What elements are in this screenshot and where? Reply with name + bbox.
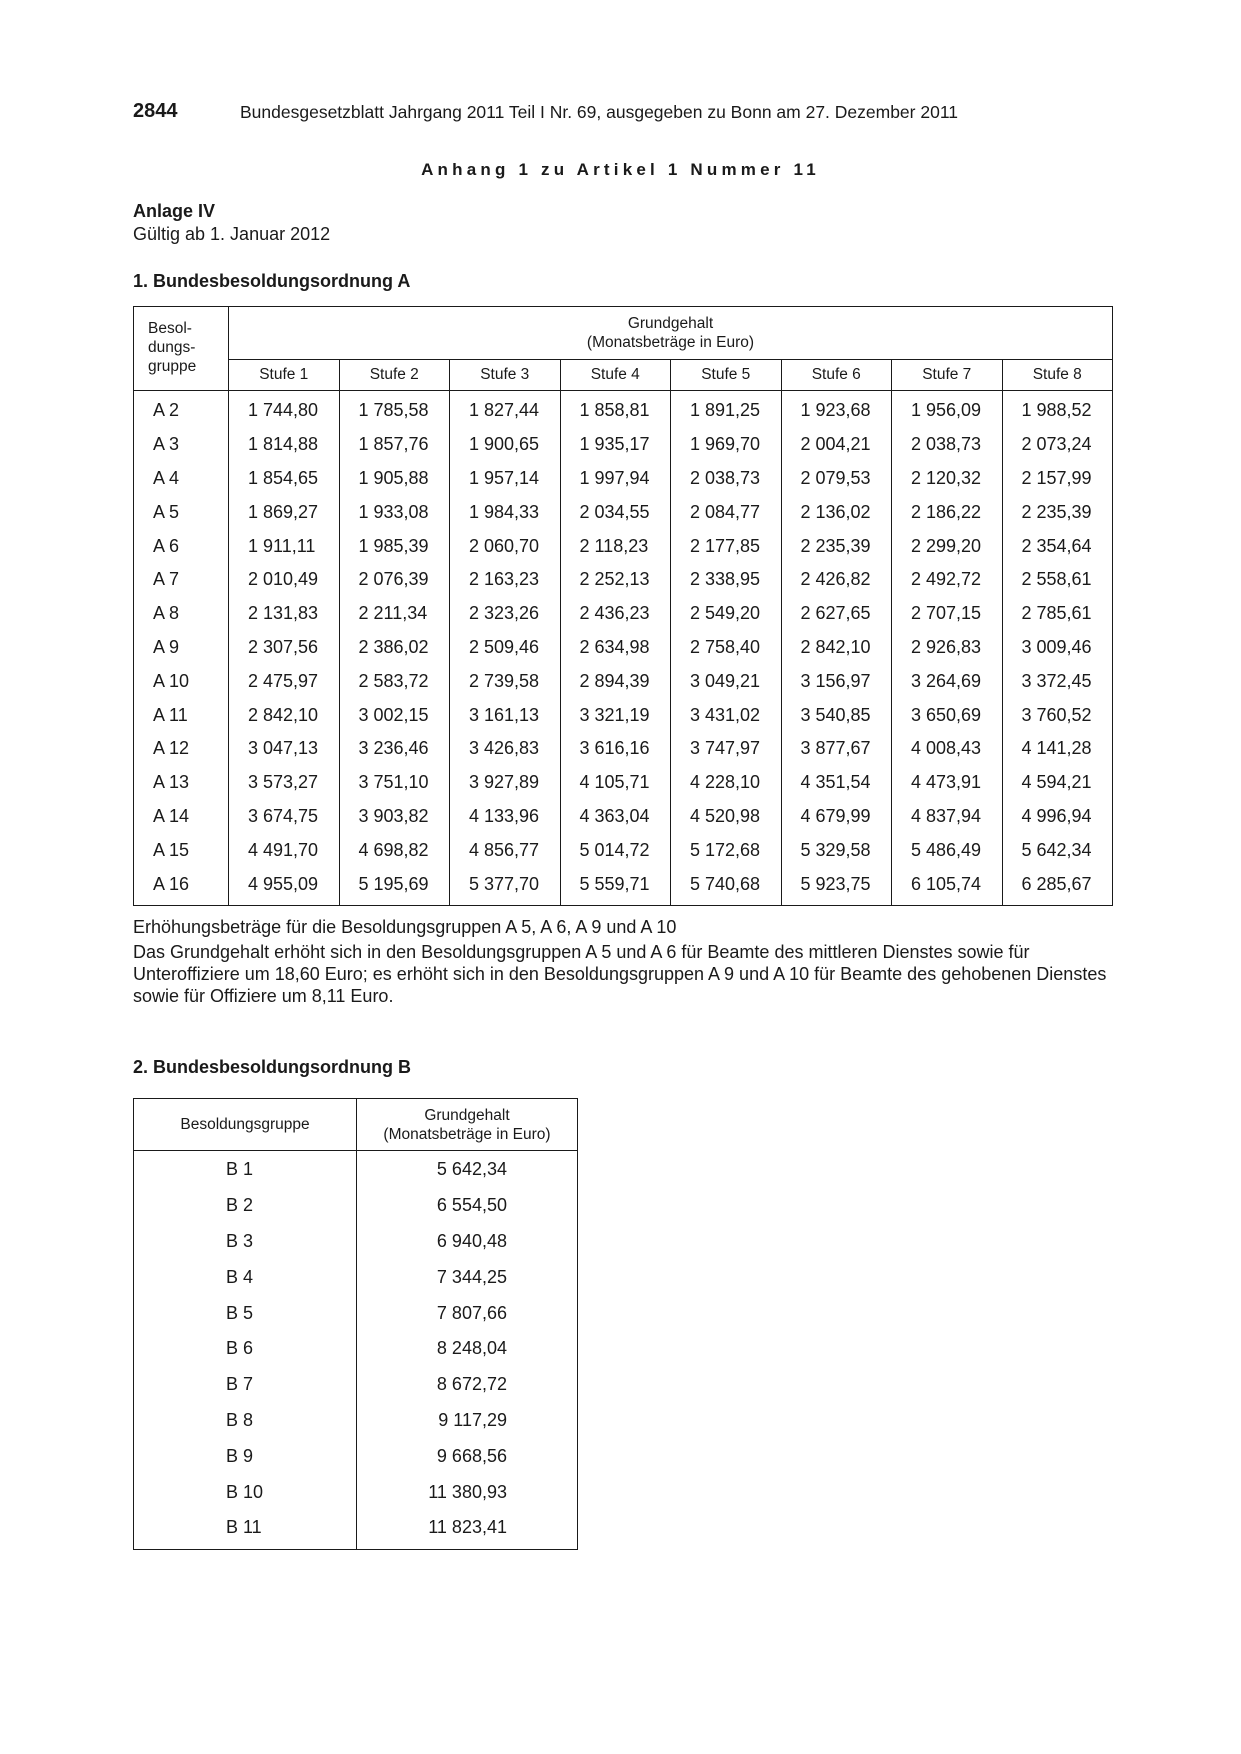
group-cell: A 13: [134, 766, 229, 800]
salary-cell: 4 520,98: [671, 800, 782, 834]
salary-cell: 2 235,39: [781, 529, 892, 563]
salary-cell: 2 163,23: [450, 563, 561, 597]
group-cell: B 8: [134, 1403, 357, 1439]
stufe-column-header: Stufe 8: [1002, 360, 1113, 391]
table-row: [134, 1259, 578, 1295]
salary-cell: 1 900,65: [450, 428, 561, 462]
salary-cell: 1 814,88: [229, 428, 340, 462]
salary-cell: 3 047,13: [229, 732, 340, 766]
stufe-column-header: Stufe 6: [781, 360, 892, 391]
table-row: [134, 1295, 578, 1331]
group-column-header: [134, 307, 229, 391]
salary-cell: 3 903,82: [339, 800, 450, 834]
salary-cell: 9 117,29: [357, 1403, 578, 1439]
grundgehalt-header-line: Grundgehalt: [424, 1106, 510, 1124]
salary-cell: 3 156,97: [781, 664, 892, 698]
salary-cell: 4 105,71: [560, 766, 671, 800]
salary-cell: 3 236,46: [339, 732, 450, 766]
group-cell: A 15: [134, 833, 229, 867]
salary-cell: 1 969,70: [671, 428, 782, 462]
salary-cell: 3 616,16: [560, 732, 671, 766]
salary-cell: 2 131,83: [229, 597, 340, 631]
salary-cell: 1 985,39: [339, 529, 450, 563]
salary-cell: 2 386,02: [339, 631, 450, 665]
salary-cell: 6 940,48: [357, 1224, 578, 1260]
salary-cell: 3 426,83: [450, 732, 561, 766]
salary-cell: 4 856,77: [450, 833, 561, 867]
salary-cell: 4 133,96: [450, 800, 561, 834]
table-row: [134, 563, 1113, 597]
salary-cell: 6 554,50: [357, 1188, 578, 1224]
salary-cell: 3 877,67: [781, 732, 892, 766]
group-cell: B 2: [134, 1188, 357, 1224]
salary-cell: 5 329,58: [781, 833, 892, 867]
salary-cell: 1 911,11: [229, 529, 340, 563]
stufe-column-header: Stufe 2: [339, 360, 450, 391]
group-cell: A 11: [134, 698, 229, 732]
salary-cell: 2 758,40: [671, 631, 782, 665]
table-row: [134, 1224, 578, 1260]
group-cell: A 14: [134, 800, 229, 834]
table-row: [134, 1188, 578, 1224]
salary-cell: 4 491,70: [229, 833, 340, 867]
salary-cell: 4 698,82: [339, 833, 450, 867]
salary-cell: 1 854,65: [229, 462, 340, 496]
salary-cell: 4 351,54: [781, 766, 892, 800]
salary-cell: 2 583,72: [339, 664, 450, 698]
table-row: [134, 529, 1113, 563]
salary-cell: 2 118,23: [560, 529, 671, 563]
salary-cell: 8 672,72: [357, 1367, 578, 1403]
table-row: [134, 631, 1113, 665]
salary-cell: 2 136,02: [781, 495, 892, 529]
salary-cell: 2 426,82: [781, 563, 892, 597]
salary-cell: 1 988,52: [1002, 391, 1113, 428]
salary-cell: 2 707,15: [892, 597, 1003, 631]
salary-table-b: [133, 1098, 578, 1550]
salary-cell: 2 842,10: [781, 631, 892, 665]
salary-cell: 2 634,98: [560, 631, 671, 665]
salary-cell: 1 857,76: [339, 428, 450, 462]
table-row: [134, 698, 1113, 732]
salary-cell: 6 285,67: [1002, 867, 1113, 905]
table-row: [134, 1403, 578, 1439]
salary-cell: 2 627,65: [781, 597, 892, 631]
table-row: [134, 1151, 578, 1188]
grundgehalt-header: [357, 1099, 578, 1151]
salary-cell: 4 679,99: [781, 800, 892, 834]
stufe-column-header: Stufe 5: [671, 360, 782, 391]
section-b-title: 2. Bundesbesoldungsordnung B: [133, 1057, 411, 1077]
stufe-column-header: Stufe 4: [560, 360, 671, 391]
salary-cell: 1 905,88: [339, 462, 450, 496]
group-cell: A 6: [134, 529, 229, 563]
group-cell: B 6: [134, 1331, 357, 1367]
group-cell: A 2: [134, 391, 229, 428]
salary-cell: 2 073,24: [1002, 428, 1113, 462]
salary-cell: 1 957,14: [450, 462, 561, 496]
group-cell: B 7: [134, 1367, 357, 1403]
salary-cell: 2 926,83: [892, 631, 1003, 665]
salary-cell: 2 785,61: [1002, 597, 1113, 631]
salary-cell: 5 642,34: [1002, 833, 1113, 867]
salary-cell: 2 299,20: [892, 529, 1003, 563]
salary-cell: 11 823,41: [357, 1510, 578, 1549]
salary-cell: 4 996,94: [1002, 800, 1113, 834]
salary-cell: 5 923,75: [781, 867, 892, 905]
salary-cell: 5 195,69: [339, 867, 450, 905]
salary-cell: 4 228,10: [671, 766, 782, 800]
salary-cell: 9 668,56: [357, 1438, 578, 1474]
group-header-line: Besol-: [148, 320, 192, 337]
salary-cell: 2 509,46: [450, 631, 561, 665]
salary-cell: 5 486,49: [892, 833, 1003, 867]
group-header-line: dungs-: [148, 339, 196, 356]
salary-cell: 2 038,73: [892, 428, 1003, 462]
table-row: [134, 462, 1113, 496]
salary-cell: 2 186,22: [892, 495, 1003, 529]
salary-cell: 2 492,72: [892, 563, 1003, 597]
grundgehalt-header-line: (Monatsbeträge in Euro): [586, 334, 755, 351]
salary-cell: 1 827,44: [450, 391, 561, 428]
page-number: 2844: [133, 100, 178, 122]
salary-cell: 2 894,39: [560, 664, 671, 698]
group-cell: A 5: [134, 495, 229, 529]
salary-cell: 2 558,61: [1002, 563, 1113, 597]
salary-cell: 1 984,33: [450, 495, 561, 529]
salary-cell: 3 927,89: [450, 766, 561, 800]
salary-cell: 5 014,72: [560, 833, 671, 867]
salary-cell: 5 172,68: [671, 833, 782, 867]
group-cell: A 4: [134, 462, 229, 496]
salary-cell: 2 060,70: [450, 529, 561, 563]
salary-cell: 3 650,69: [892, 698, 1003, 732]
group-cell: A 12: [134, 732, 229, 766]
salary-cell: 2 010,49: [229, 563, 340, 597]
stufe-column-header: Stufe 7: [892, 360, 1003, 391]
salary-cell: 1 923,68: [781, 391, 892, 428]
group-cell: B 10: [134, 1474, 357, 1510]
anhang-heading: Anhang 1 zu Artikel 1 Nummer 11: [421, 160, 820, 179]
salary-cell: 3 573,27: [229, 766, 340, 800]
salary-cell: 3 002,15: [339, 698, 450, 732]
group-header-line: gruppe: [148, 358, 197, 375]
table-row: [134, 867, 1113, 905]
salary-cell: 4 008,43: [892, 732, 1003, 766]
salary-cell: 2 252,13: [560, 563, 671, 597]
group-cell: B 5: [134, 1295, 357, 1331]
salary-cell: 2 475,97: [229, 664, 340, 698]
salary-cell: 2 034,55: [560, 495, 671, 529]
table-row: [134, 732, 1113, 766]
salary-cell: 3 431,02: [671, 698, 782, 732]
table-row: [134, 664, 1113, 698]
salary-cell: 5 377,70: [450, 867, 561, 905]
salary-cell: 2 157,99: [1002, 462, 1113, 496]
salary-cell: 3 264,69: [892, 664, 1003, 698]
group-cell: A 9: [134, 631, 229, 665]
salary-cell: 2 436,23: [560, 597, 671, 631]
group-cell: A 7: [134, 563, 229, 597]
table-row: [134, 1367, 578, 1403]
stufe-column-header: Stufe 1: [229, 360, 340, 391]
increase-text: Das Grundgehalt erhöht sich in den Besoldungsgruppen A 5 und A 6 für Beamte des mittleren Dienstes sowie für Unteroffiziere um 18,60 Euro; es erhöht sich in den Besoldungsgruppen A 9 und A 10 für Beamte des gehobenen Dienstes sowie für Offiziere um 8,11 Euro.: [133, 942, 1107, 1006]
salary-cell: 2 177,85: [671, 529, 782, 563]
salary-cell: 3 009,46: [1002, 631, 1113, 665]
salary-cell: 2 549,20: [671, 597, 782, 631]
grundgehalt-header-line: Grundgehalt: [627, 315, 714, 332]
group-cell: A 8: [134, 597, 229, 631]
section-a-title: 1. Bundesbesoldungsordnung A: [133, 271, 411, 291]
salary-cell: 5 559,71: [560, 867, 671, 905]
salary-cell: 1 933,08: [339, 495, 450, 529]
salary-cell: 3 674,75: [229, 800, 340, 834]
group-cell: B 11: [134, 1510, 357, 1549]
increase-title: Erhöhungsbeträge für die Besoldungsgruppen A 5, A 6, A 9 und A 10: [133, 917, 677, 937]
salary-cell: 5 740,68: [671, 867, 782, 905]
salary-cell: 4 141,28: [1002, 732, 1113, 766]
salary-cell: 1 997,94: [560, 462, 671, 496]
salary-cell: 1 869,27: [229, 495, 340, 529]
salary-cell: 4 837,94: [892, 800, 1003, 834]
salary-cell: 4 955,09: [229, 867, 340, 905]
salary-cell: 2 323,26: [450, 597, 561, 631]
group-column-header: Besoldungsgruppe: [134, 1099, 357, 1151]
salary-cell: 2 076,39: [339, 563, 450, 597]
salary-cell: 2 307,56: [229, 631, 340, 665]
salary-cell: 5 642,34: [357, 1151, 578, 1188]
salary-cell: 4 473,91: [892, 766, 1003, 800]
salary-cell: 3 747,97: [671, 732, 782, 766]
salary-cell: 1 891,25: [671, 391, 782, 428]
salary-cell: 3 760,52: [1002, 698, 1113, 732]
group-cell: A 3: [134, 428, 229, 462]
salary-cell: 2 038,73: [671, 462, 782, 496]
group-cell: A 10: [134, 664, 229, 698]
salary-cell: 8 248,04: [357, 1331, 578, 1367]
grundgehalt-header-line: (Monatsbeträge in Euro): [383, 1125, 551, 1143]
table-row: [134, 597, 1113, 631]
grundgehalt-header: [229, 307, 1113, 360]
salary-cell: 7 344,25: [357, 1259, 578, 1295]
salary-cell: 11 380,93: [357, 1474, 578, 1510]
table-row: [134, 1474, 578, 1510]
table-row: [134, 1438, 578, 1474]
table-row: [134, 1510, 578, 1549]
group-cell: B 3: [134, 1224, 357, 1260]
group-cell: A 16: [134, 867, 229, 905]
salary-cell: 4 363,04: [560, 800, 671, 834]
salary-cell: 1 956,09: [892, 391, 1003, 428]
salary-cell: 1 785,58: [339, 391, 450, 428]
table-row: [134, 495, 1113, 529]
salary-cell: 2 004,21: [781, 428, 892, 462]
group-cell: B 4: [134, 1259, 357, 1295]
salary-cell: 2 235,39: [1002, 495, 1113, 529]
salary-cell: 3 049,21: [671, 664, 782, 698]
salary-cell: 1 858,81: [560, 391, 671, 428]
salary-cell: 2 084,77: [671, 495, 782, 529]
salary-cell: 2 739,58: [450, 664, 561, 698]
salary-cell: 3 321,19: [560, 698, 671, 732]
salary-cell: 3 751,10: [339, 766, 450, 800]
table-row: [134, 1331, 578, 1367]
salary-cell: 6 105,74: [892, 867, 1003, 905]
salary-cell: 1 744,80: [229, 391, 340, 428]
salary-table-a: [133, 306, 1113, 906]
validity-date: Gültig ab 1. Januar 2012: [133, 224, 331, 244]
salary-cell: 2 842,10: [229, 698, 340, 732]
salary-cell: 2 120,32: [892, 462, 1003, 496]
table-row: [134, 391, 1113, 428]
table-row: [134, 800, 1113, 834]
salary-cell: 1 935,17: [560, 428, 671, 462]
table-row: [134, 428, 1113, 462]
page-header-title: Bundesgesetzblatt Jahrgang 2011 Teil I Nr. 69, ausgegeben zu Bonn am 27. Dezember 2011: [240, 102, 958, 122]
salary-cell: 2 338,95: [671, 563, 782, 597]
table-row: [134, 766, 1113, 800]
salary-cell: 3 161,13: [450, 698, 561, 732]
salary-cell: 3 540,85: [781, 698, 892, 732]
salary-cell: 2 354,64: [1002, 529, 1113, 563]
group-cell: B 1: [134, 1151, 357, 1188]
table-row: [134, 833, 1113, 867]
salary-cell: 4 594,21: [1002, 766, 1113, 800]
salary-cell: 7 807,66: [357, 1295, 578, 1331]
stufe-column-header: Stufe 3: [450, 360, 561, 391]
salary-cell: 2 211,34: [339, 597, 450, 631]
salary-cell: 2 079,53: [781, 462, 892, 496]
salary-cell: 3 372,45: [1002, 664, 1113, 698]
anlage-title: Anlage IV: [133, 201, 216, 221]
group-cell: B 9: [134, 1438, 357, 1474]
